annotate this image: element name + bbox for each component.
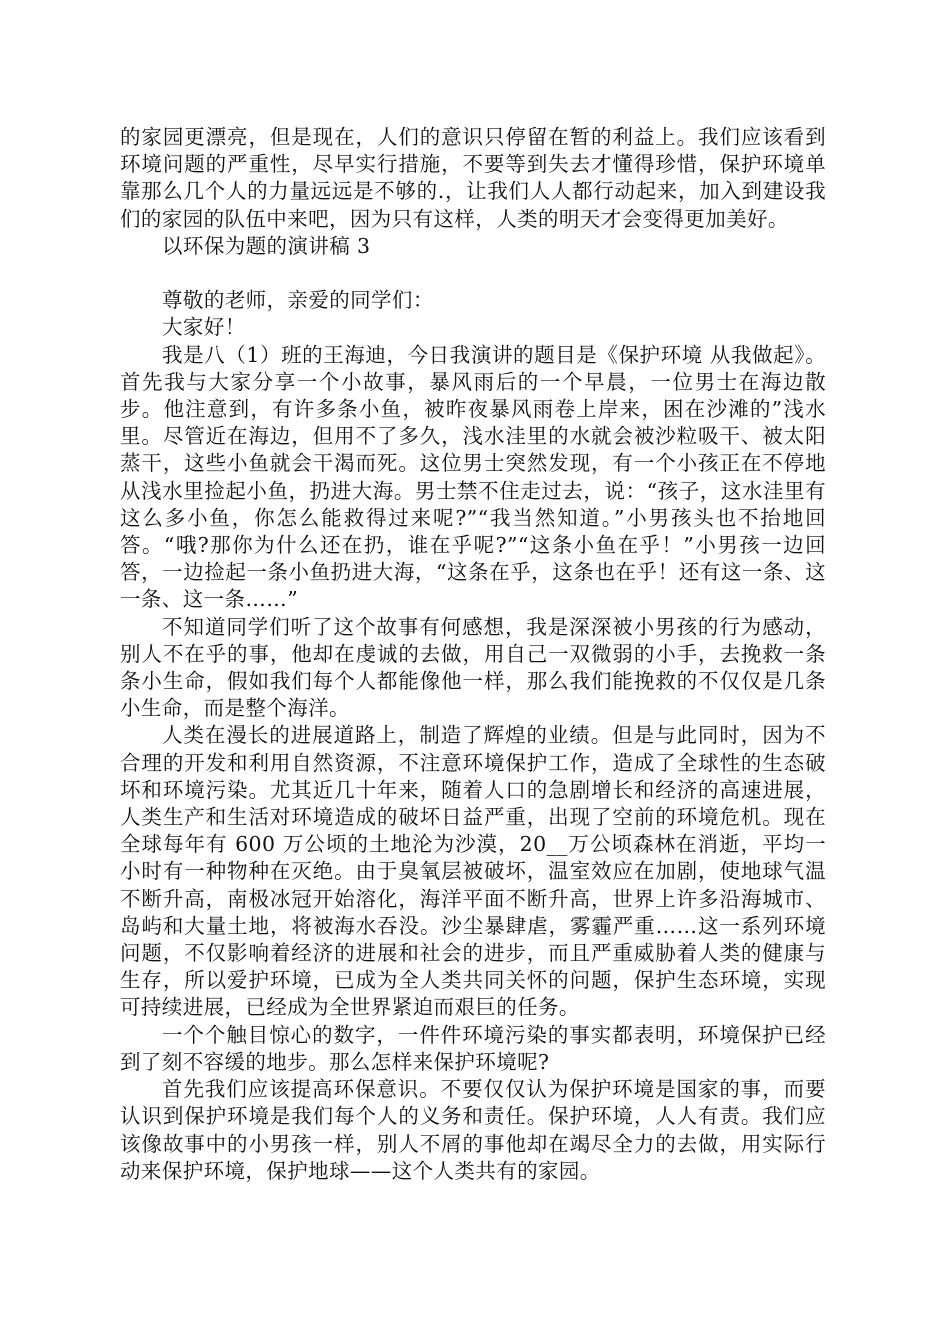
blank-line (120, 260, 826, 287)
paragraph-urgency: 一个个触目惊心的数字，一件件环境污染的事实都表明，环境保护已经到了刻不容缓的地步。那么怎样来保护环境呢? (120, 1022, 826, 1074)
paragraph-reflection: 不知道同学们听了这个故事有何感想，我是深深被小男孩的行为感动，别人不在乎的事，他却在虔诚的去做，用自己一双微弱的小手，去挽救一条条小生命，假如我们每个人都能像他一样，那么我们能挽救的不仅仅是几条小生命，而是整个海洋。 (120, 614, 826, 721)
paragraph-environment-crisis: 人类在漫长的进展道路上，制造了辉煌的业绩。但是与此同时，因为不合理的开发和利用自然资源，不注意环境保护工作，造成了全球性的生态破坏和环境污染。尤其近几十年来，随着人口的急剧增长和经济的高速进展，人类生产和生活对环境造成的破坏日益严重，出现了空前的环境危机。现在全球每年有 600 万公顷的土地沦为沙漠，20__万公顷森林在消逝，平均一小时有一种物种在灭绝。由于臭氧层被破坏，温室效应在加剧，使地球气温不断升高，南极冰冠开始溶化，海洋平面不断升高，世界上许多沿海城市、岛屿和大量土地，将被海水吞没。沙尘暴肆虐，雾霾严重……这一系列环境问题，不仅影响着经济的进展和社会的进步，而且严重威胁着人类的健康与生存，所以爱护环境，已成为全人类共同关怀的问题，保护生态环境，实现可持续进展，已经成为全世界紧迫而艰巨的任务。 (120, 723, 826, 1020)
section-heading: 以环保为题的演讲稿 3 (162, 233, 371, 258)
paragraph-awareness: 首先我们应该提高环保意识。不要仅仅认为保护环境是国家的事，而要认识到保护环境是我们每个人的义务和责任。保护环境，人人有责。我们应该像故事中的小男孩一样，别人不屑的事他却在竭尽全力的去做，用实际行动来保护环境，保护地球——这个人类共有的家园。 (120, 1077, 826, 1183)
document-body (120, 124, 826, 1185)
salutation: 尊敬的老师，亲爱的同学们： (162, 288, 434, 313)
paragraph-story: 我是八（1）班的王海迪，今日我演讲的题目是《保护环境 从我做起》。首先我与大家分享一个小故事，暴风雨后的一个早晨，一位男士在海边散步。他注意到，有许多条小鱼，被昨夜暴风雨卷上岸来，困在沙滩的”浅水里。尽管近在海边，但用不了多久，浅水洼里的水就会被沙粒吸干、被太阳蒸干，这些小鱼就会干渴而死。这位男士突然发现，有一个小孩正在不停地从浅水里捡起小鱼，扔进大海。男士禁不住走过去，说：“孩子，这水洼里有这么多小鱼，你怎么能救得过来呢?”“我当然知道。”小男孩头也不抬地回答。“哦?那你为什么还在扔，谁在乎呢?”“这条小鱼在乎！”小男孩一边回答，一边捡起一条小鱼扔进大海，“这条在乎，这条也在乎！还有这一条、这一条、这一条……” (120, 342, 826, 612)
greeting: 大家好！ (162, 315, 246, 340)
paragraph-continuation: 的家园更漂亮，但是现在，人们的意识只停留在暂的利益上。我们应该看到环境问题的严重性，尽早实行措施，不要等到失去才懂得珍惜，保护环境单靠那么几个人的力量远远是不够的.，让我们人人都行动起来，加入到建设我们的家园的队伍中来吧，因为只有这样，人类的明天才会变得更加美好。 (120, 125, 826, 231)
